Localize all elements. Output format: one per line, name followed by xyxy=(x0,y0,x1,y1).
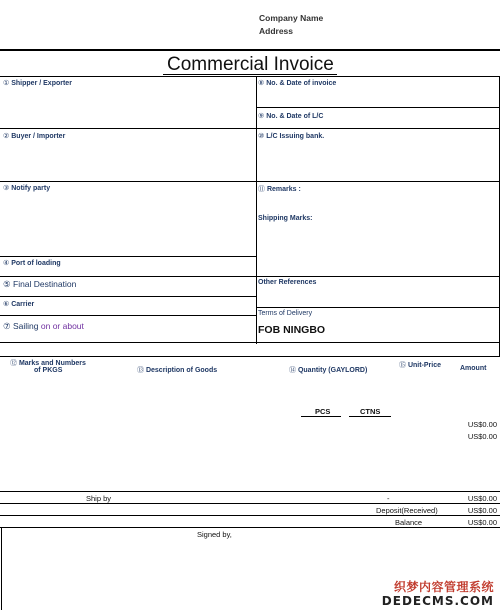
header-marks-pkgs: of PKGS xyxy=(34,367,63,374)
label-port-loading: ④ Port of loading xyxy=(3,260,61,267)
header-unit-price: ⑮ Unit-Price xyxy=(399,362,442,369)
deposit-label: Deposit(Received) xyxy=(376,506,438,515)
signature-left-edge xyxy=(1,527,2,610)
title-underline xyxy=(163,74,337,75)
ctns-underline xyxy=(349,416,391,417)
label-notify: ③ Notify party xyxy=(3,185,51,192)
grid-line xyxy=(0,181,500,182)
page-title: Commercial Invoice xyxy=(167,54,334,75)
unit-pcs: PCS xyxy=(315,407,331,416)
deposit-amount: US$0.00 xyxy=(467,506,497,515)
grid-line xyxy=(0,128,500,129)
label-lc-no-date: ⑨ No. & Date of L/C xyxy=(258,113,324,120)
company-name: Company Name xyxy=(259,13,324,23)
label-remarks: ⑪ Remarks : xyxy=(258,186,301,193)
grid-line xyxy=(0,315,256,316)
grid-line xyxy=(0,356,500,357)
ship-by-amount: US$0.00 xyxy=(467,494,497,503)
label-shipping-marks: Shipping Marks: xyxy=(258,215,313,222)
header-description: ⑬ Description of Goods xyxy=(137,367,218,374)
grid-line xyxy=(0,256,256,257)
totals-rule xyxy=(0,503,500,504)
company-address: Address xyxy=(259,26,294,36)
grid-line xyxy=(256,107,500,108)
watermark-cn: 织梦内容管理系统 xyxy=(393,580,494,594)
watermark-en: DEDECMS.COM xyxy=(381,594,494,608)
header-marks-numbers: ⑫ Marks and Numbers xyxy=(10,360,86,367)
label-terms-delivery: Terms of Delivery xyxy=(258,310,313,317)
header-amount: Amount xyxy=(460,365,487,372)
amount-line-2: US$0.00 xyxy=(467,432,497,441)
label-final-destination: ⑤ Final Destination xyxy=(3,279,77,289)
terms-delivery-value: FOB NINGBO xyxy=(258,324,326,336)
pcs-underline xyxy=(301,416,341,417)
header-quantity: ⑭ Quantity (GAYLORD) xyxy=(289,367,368,374)
label-sailing: ⑦ Sailing on or about xyxy=(3,321,84,331)
label-shipper: ① Shipper / Exporter xyxy=(3,80,72,87)
label-carrier: ⑥ Carrier xyxy=(3,301,35,308)
totals-rule xyxy=(0,515,500,516)
signed-by: Signed by, xyxy=(197,530,232,539)
label-lc-bank: ⑩ L/C Issuing bank. xyxy=(258,133,325,140)
totals-top-rule xyxy=(0,491,500,492)
totals-rule xyxy=(0,527,500,528)
ship-by-label: Ship by xyxy=(86,494,112,503)
ship-by-dash: - xyxy=(387,494,390,503)
balance-amount: US$0.00 xyxy=(467,518,497,527)
label-buyer: ② Buyer / Importer xyxy=(3,133,66,140)
grid-top xyxy=(0,76,500,77)
grid-line xyxy=(0,276,500,277)
grid-line xyxy=(0,296,256,297)
amount-line-1: US$0.00 xyxy=(467,420,497,429)
label-invoice-no-date: ⑧ No. & Date of invoice xyxy=(258,80,337,87)
unit-ctns: CTNS xyxy=(360,407,381,416)
grid-mid-divider xyxy=(256,76,257,344)
header-rule xyxy=(0,49,500,51)
balance-label: Balance xyxy=(395,518,423,527)
label-other-references: Other References xyxy=(258,279,317,286)
grid-line xyxy=(0,342,500,343)
grid-line xyxy=(256,307,500,308)
